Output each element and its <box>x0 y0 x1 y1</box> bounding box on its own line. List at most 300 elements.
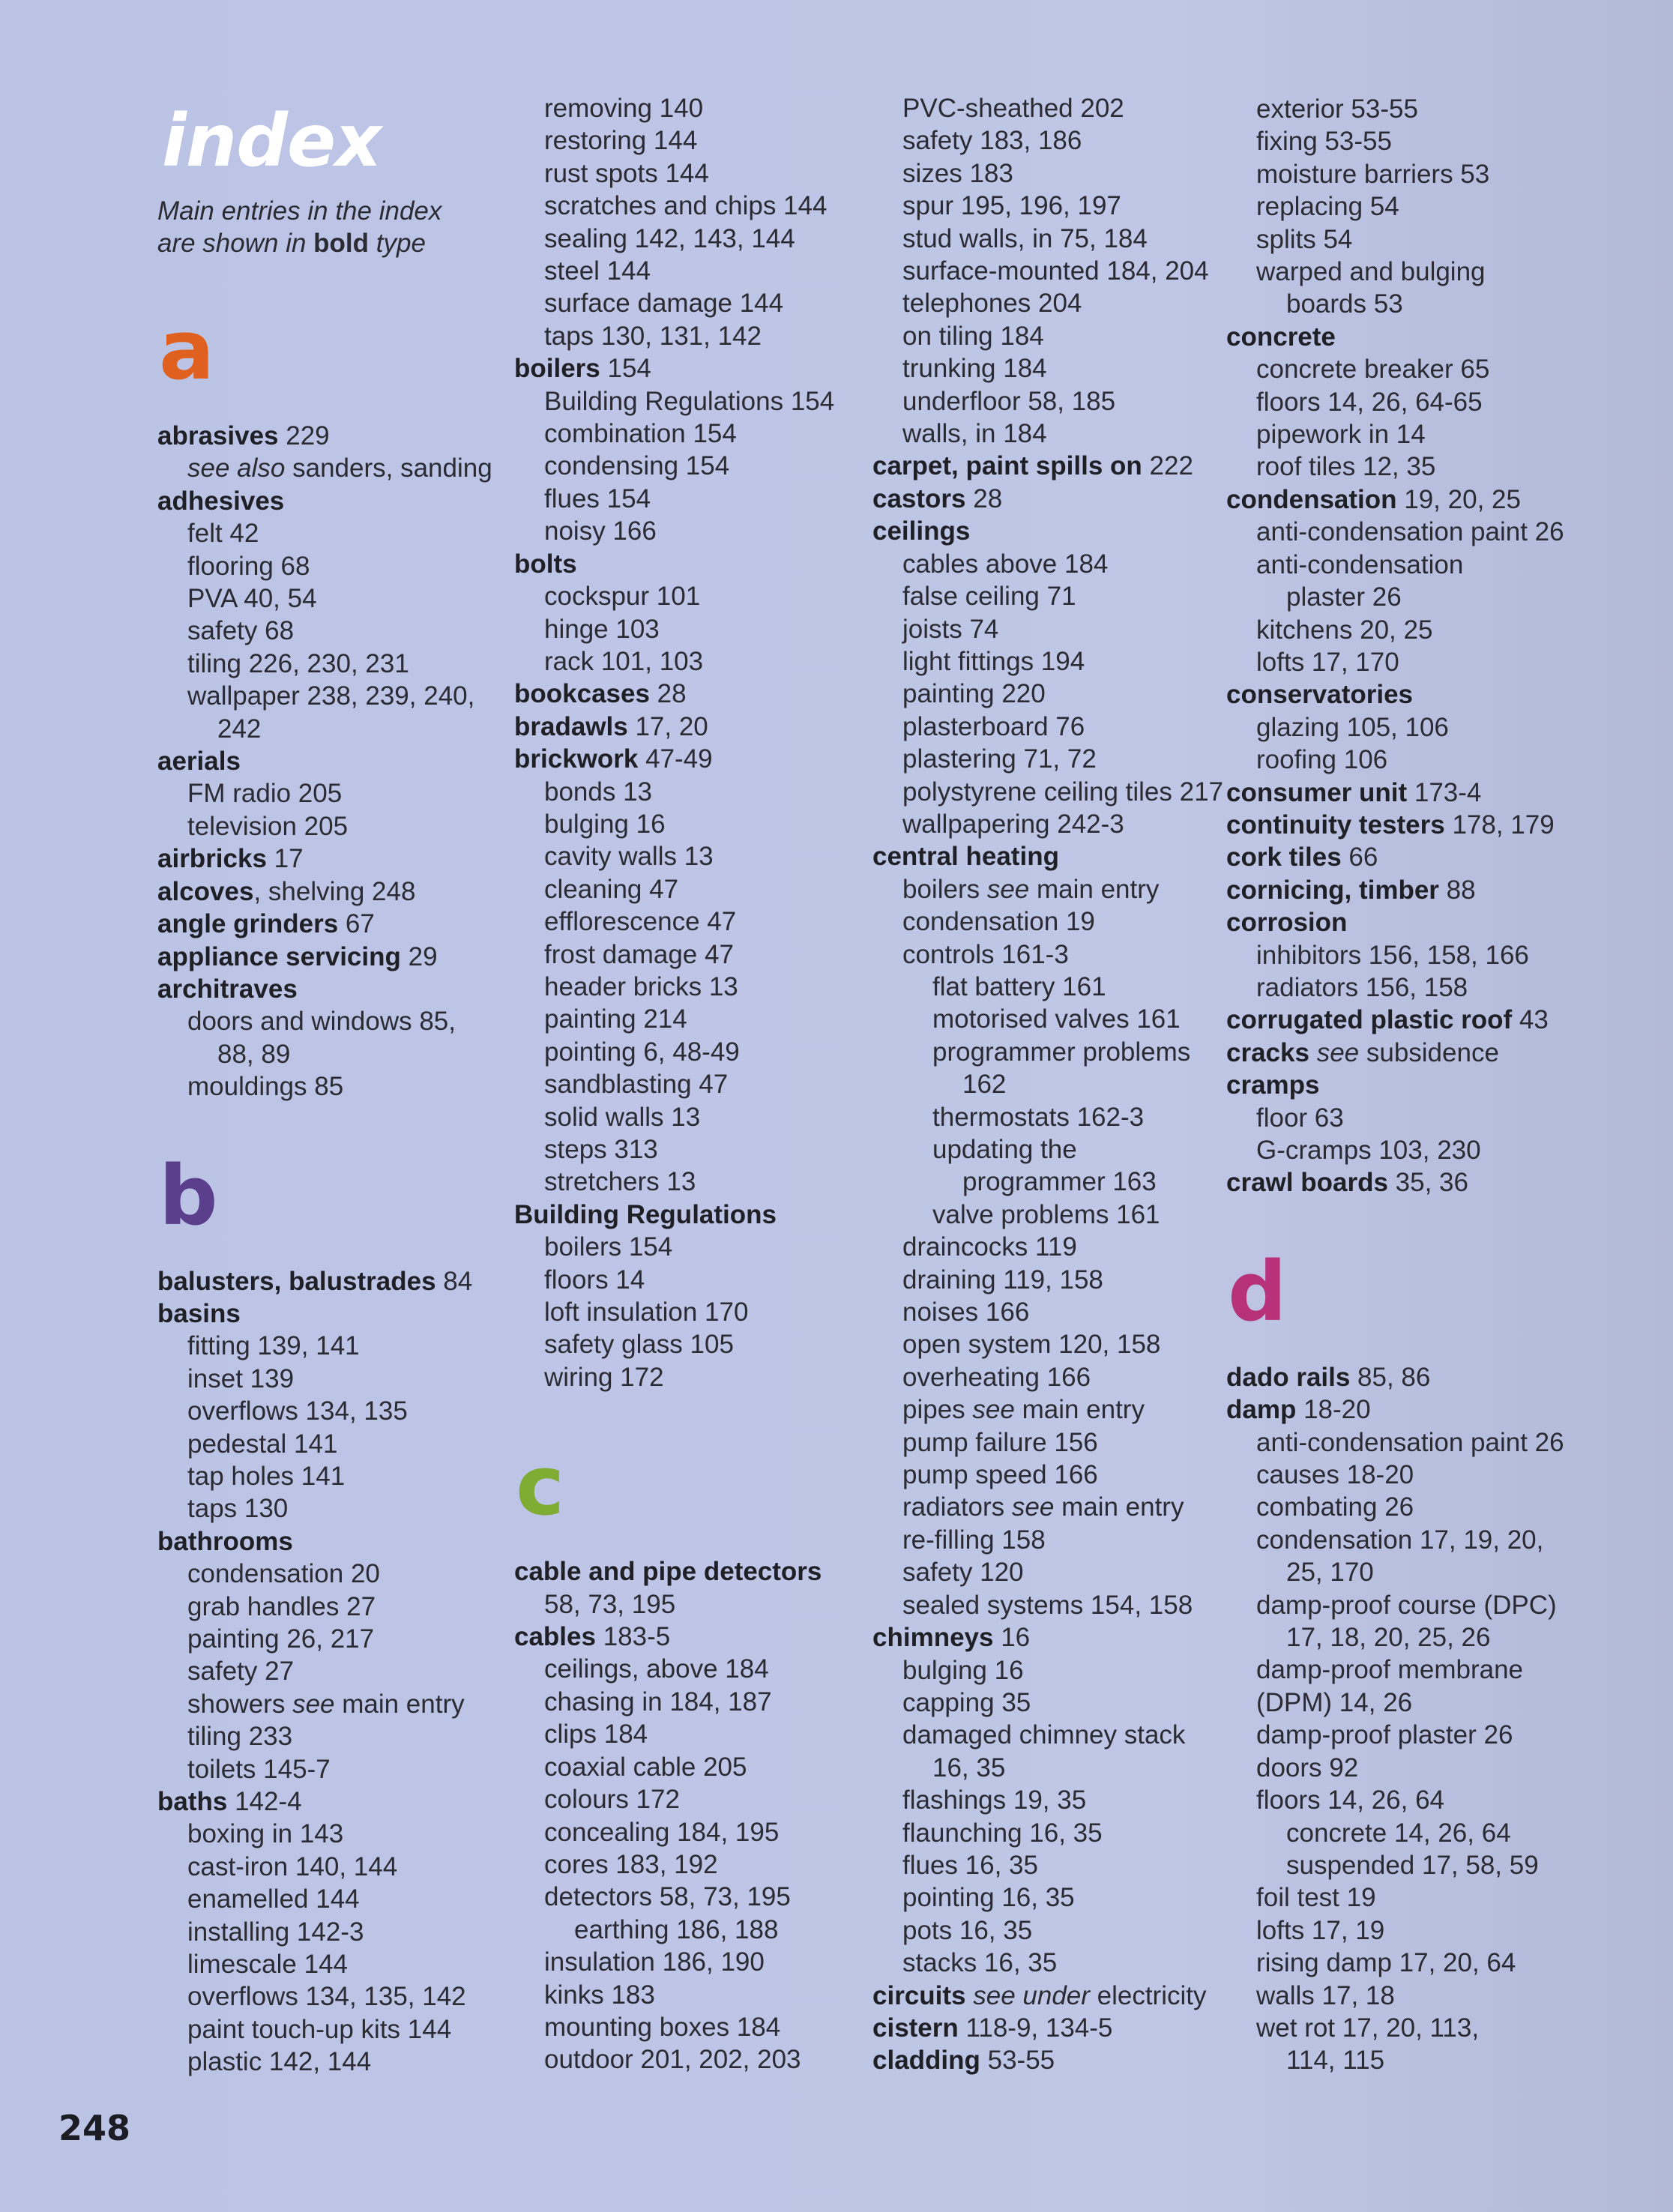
index-sub-entry <box>157 1492 510 1525</box>
entry-term-bold: castors <box>872 483 966 513</box>
index-main-entry <box>157 876 510 908</box>
entry-text: boxing in 143 <box>187 1819 344 1849</box>
entry-term-bold: abrasives <box>157 421 279 450</box>
entry-text: pedestal 141 <box>187 1429 338 1459</box>
index-sub-entry <box>872 1556 1225 1588</box>
index-sub-entry <box>514 1816 866 1848</box>
index-sub-entry <box>872 124 1225 157</box>
index-sub-entry <box>872 1133 1225 1166</box>
index-main-entry <box>1226 841 1579 873</box>
entry-text: bulging 16 <box>544 809 666 839</box>
index-sub-entry <box>1226 386 1579 418</box>
index-sub-entry <box>1226 223 1579 256</box>
index-main-entry <box>1226 1361 1579 1393</box>
entry-text: tiling 226, 230, 231 <box>187 648 409 678</box>
index-sub-entry <box>872 776 1225 808</box>
entry-text: 35, 36 <box>1387 1168 1468 1198</box>
entry-text: main entry <box>1054 1492 1184 1522</box>
index-sub-entry <box>157 1720 510 1753</box>
index-column-2 <box>514 92 866 2076</box>
entry-text: 29 <box>400 941 438 971</box>
index-sub-entry <box>514 483 866 515</box>
index-sub-entry <box>157 1395 510 1427</box>
entry-text: combination 154 <box>544 419 737 449</box>
entry-text <box>1309 1038 1317 1067</box>
entry-text: inhibitors 156, 158, 166 <box>1256 940 1529 970</box>
index-sub-entry <box>514 1068 866 1100</box>
index-sub-entry <box>514 1361 866 1393</box>
entry-term-bold: corrugated plastic roof <box>1226 1005 1513 1035</box>
entry-text: stretchers 13 <box>544 1167 696 1197</box>
entry-term-bold: carpet, paint spills on <box>872 451 1142 481</box>
index-sub-entry <box>1226 1817 1579 1849</box>
index-sub-entry <box>514 971 866 1003</box>
entry-text: plastic 142, 144 <box>187 2047 372 2077</box>
entry-text: re-filling 158 <box>902 1525 1046 1555</box>
entry-text: 18-20 <box>1296 1395 1371 1425</box>
entry-text: (DPM) 14, 26 <box>1256 1687 1413 1717</box>
index-sub-entry <box>514 1133 866 1166</box>
entry-text: 178, 179 <box>1444 810 1555 840</box>
entry-text: on tiling 184 <box>902 321 1044 351</box>
entry-text: warped and bulging <box>1256 257 1486 287</box>
entry-text: rust spots 144 <box>544 158 709 188</box>
entry-term-bold: cables <box>514 1622 596 1652</box>
entry-term-bold: Building Regulations <box>514 1199 777 1229</box>
index-sub-entry <box>157 810 510 843</box>
entry-text: chasing in 184, 187 <box>544 1687 772 1717</box>
entry-text: programmer 163 <box>962 1167 1157 1197</box>
index-main-entry <box>1226 678 1579 711</box>
index-sub-entry <box>1226 418 1579 450</box>
entry-see-italic: see also <box>187 453 286 483</box>
entry-text: colours 172 <box>544 1785 680 1815</box>
entry-text: cast-iron 140, 144 <box>187 1851 398 1881</box>
subtitle-line-2 <box>157 227 510 259</box>
index-column-3 <box>872 92 1225 2077</box>
entry-text: painting 214 <box>544 1004 687 1034</box>
entry-text: damp-proof plaster 26 <box>1256 1720 1513 1750</box>
index-main-entry <box>514 1199 866 1231</box>
index-sub-entry <box>514 1751 866 1783</box>
index-sub-entry <box>157 517 510 549</box>
index-sub-entry <box>1226 1784 1579 1816</box>
entry-text: stacks 16, 35 <box>902 1948 1058 1978</box>
index-sub-entry <box>872 1036 1225 1068</box>
index-sub-entry <box>514 1881 866 1913</box>
entry-text: cores 183, 192 <box>544 1849 718 1879</box>
index-sub-entry <box>872 287 1225 319</box>
entry-text: floors 14 <box>544 1265 645 1295</box>
index-sub-entry <box>1226 939 1579 971</box>
index-sub-entry <box>1226 190 1579 223</box>
entry-text: foil test 19 <box>1256 1883 1376 1913</box>
entry-text: 114, 115 <box>1286 2046 1385 2076</box>
index-main-entry <box>1226 906 1579 938</box>
entry-text: roofing 106 <box>1256 745 1388 775</box>
entry-text: joists 74 <box>902 614 999 644</box>
index-sub-entry <box>514 1653 866 1685</box>
entry-text: condensing 154 <box>544 451 730 481</box>
entry-text: damaged chimney stack <box>902 1720 1186 1750</box>
entry-term-bold: baths <box>157 1787 228 1817</box>
entry-text: 154 <box>600 354 651 384</box>
index-sub-entry <box>1226 1556 1579 1588</box>
entry-term-bold: bathrooms <box>157 1526 293 1556</box>
index-sub-entry <box>1226 1459 1579 1491</box>
entry-text: overflows 134, 135 <box>187 1396 408 1426</box>
index-sub-entry <box>872 548 1225 580</box>
index-sub-entry <box>514 776 866 808</box>
index-sub-entry <box>872 352 1225 385</box>
index-sub-entry <box>514 1264 866 1296</box>
index-sub-entry <box>514 1036 866 1068</box>
index-sub-entry <box>514 1718 866 1750</box>
entry-text: combating 26 <box>1256 1492 1414 1522</box>
index-sub-entry <box>514 2043 866 2076</box>
index-main-entry <box>872 1980 1225 2012</box>
index-sub-entry <box>872 1491 1225 1523</box>
index-sub-entry <box>514 515 866 547</box>
entry-text: flues 154 <box>544 483 651 513</box>
entry-text: restoring 144 <box>544 126 698 156</box>
index-sub-entry <box>157 1038 510 1070</box>
entry-text: 67 <box>338 909 375 939</box>
index-sub-entry <box>872 580 1225 612</box>
index-sub-entry <box>872 1101 1225 1133</box>
subtitle-text: are shown in <box>157 229 314 258</box>
entry-text: pump failure 156 <box>902 1427 1098 1457</box>
column-entries <box>872 92 1225 2077</box>
index-sub-entry <box>514 1166 866 1198</box>
section-gap <box>514 1393 866 1444</box>
index-sub-entry <box>1226 971 1579 1004</box>
entry-text: kinks 183 <box>544 1980 655 2010</box>
entry-text: 242 <box>217 714 262 744</box>
index-main-entry <box>157 485 510 517</box>
entry-text: ceilings, above 184 <box>544 1654 769 1684</box>
entry-text: 58, 73, 195 <box>544 1589 676 1619</box>
entry-term-bold: airbricks <box>157 844 267 874</box>
index-sub-entry <box>514 2011 866 2043</box>
column-entries <box>157 302 510 2079</box>
entry-text: 43 <box>1512 1005 1549 1035</box>
index-sub-entry <box>514 613 866 645</box>
index-sub-entry <box>872 1003 1225 1035</box>
entry-text: earthing 186, 188 <box>574 1914 779 1944</box>
index-sub-entry <box>514 938 866 971</box>
entry-text: radiators <box>902 1492 1012 1522</box>
index-sub-entry <box>872 255 1225 287</box>
entry-see-italic: see under <box>973 1980 1090 2010</box>
index-sub-entry <box>872 1459 1225 1491</box>
section-letter-b: b <box>159 1147 218 1244</box>
index-sub-entry <box>1226 1491 1579 1523</box>
index-sub-entry <box>157 777 510 810</box>
index-sub-entry <box>872 873 1225 905</box>
entry-text: replacing 54 <box>1256 192 1399 222</box>
entry-text: tap holes 141 <box>187 1461 346 1491</box>
index-sub-entry <box>157 1655 510 1687</box>
entry-text: PVA 40, 54 <box>187 584 317 614</box>
entry-text: 222 <box>1142 451 1193 481</box>
index-sub-entry <box>514 580 866 612</box>
index-sub-entry <box>514 418 866 450</box>
index-sub-entry <box>157 713 510 745</box>
index-sub-entry <box>1226 288 1579 320</box>
index-main-entry <box>514 711 866 743</box>
entry-text: 142-4 <box>227 1787 302 1817</box>
entry-text: main entry <box>334 1689 465 1719</box>
index-sub-entry <box>872 711 1225 743</box>
entry-text: television 205 <box>187 811 349 841</box>
index-sub-entry <box>514 645 866 678</box>
entry-text: safety 120 <box>902 1558 1024 1588</box>
index-sub-entry <box>157 1558 510 1590</box>
index-sub-entry <box>1226 93 1579 125</box>
index-sub-entry <box>1226 1752 1579 1784</box>
entry-term-bold: concrete <box>1226 322 1336 352</box>
entry-term-bold: cracks <box>1226 1037 1309 1067</box>
entry-text: taps 130, 131, 142 <box>544 321 762 351</box>
entry-text: plasterboard 76 <box>902 711 1085 741</box>
entry-text: safety glass 105 <box>544 1330 734 1360</box>
entry-text: bonds 13 <box>544 777 653 807</box>
index-main-entry <box>514 743 866 775</box>
index-sub-entry <box>157 1330 510 1362</box>
index-sub-entry <box>157 1980 510 2013</box>
entry-text: 173-4 <box>1407 777 1482 807</box>
index-sub-entry <box>514 1914 866 1946</box>
section-gap <box>1226 1199 1579 1250</box>
entry-text: 53-55 <box>980 2046 1055 2076</box>
index-sub-entry <box>1226 1134 1579 1166</box>
entry-text: 118-9, 134-5 <box>958 2013 1113 2043</box>
index-main-entry <box>1226 1037 1579 1069</box>
entry-term-bold: bolts <box>514 549 577 579</box>
index-sub-entry <box>1226 1654 1579 1686</box>
entry-term-bold: damp <box>1226 1395 1297 1425</box>
entry-text: safety 27 <box>187 1657 295 1687</box>
entry-text: concrete breaker 65 <box>1256 355 1490 385</box>
index-sub-entry <box>514 905 866 938</box>
entry-text: wallpapering 242-3 <box>902 809 1124 839</box>
entry-text: overheating 166 <box>902 1362 1091 1392</box>
section-letter-d: d <box>1228 1243 1287 1339</box>
index-sub-entry <box>157 1363 510 1395</box>
entry-text: kitchens 20, 25 <box>1256 615 1433 645</box>
index-sub-entry <box>157 2046 510 2078</box>
entry-term-bold: ceilings <box>872 516 971 546</box>
index-sub-entry <box>514 1946 866 1978</box>
entry-see-italic: see <box>972 1395 1015 1425</box>
index-sub-entry <box>514 223 866 255</box>
index-main-entry <box>157 1298 510 1330</box>
entry-text: sealed systems 154, 158 <box>902 1590 1193 1620</box>
entry-text: rising damp 17, 20, 64 <box>1256 1948 1516 1978</box>
index-sub-entry <box>1226 2012 1579 2044</box>
index-sub-entry <box>872 92 1225 124</box>
index-sub-entry <box>872 1752 1225 1784</box>
index-main-entry <box>157 973 510 1005</box>
index-sub-entry <box>1226 1102 1579 1134</box>
entry-text: flashings 19, 35 <box>902 1785 1087 1815</box>
entry-text: loft insulation 170 <box>544 1298 749 1327</box>
entry-text: steel 144 <box>544 256 651 286</box>
entry-term-bold: cable and pipe detectors <box>514 1557 822 1587</box>
entry-text: overflows 134, 135, 142 <box>187 1982 466 2012</box>
index-sub-entry <box>1226 581 1579 613</box>
entry-text: solid walls 13 <box>544 1102 701 1132</box>
entry-text: controls 161-3 <box>902 939 1069 969</box>
index-sub-entry <box>514 385 866 418</box>
entry-text: cables above 184 <box>902 549 1109 579</box>
index-subtitle <box>157 195 510 259</box>
entry-text: 28 <box>965 483 1003 513</box>
entry-text: detectors 58, 73, 195 <box>544 1882 791 1912</box>
entry-text: suspended 17, 58, 59 <box>1286 1850 1539 1880</box>
index-sub-entry <box>872 1524 1225 1556</box>
entry-text: false ceiling 71 <box>902 582 1076 612</box>
entry-text: cavity walls 13 <box>544 842 714 872</box>
entry-term-bold: continuity testers <box>1226 810 1445 840</box>
section-gap <box>157 1103 510 1154</box>
index-sub-entry <box>157 582 510 615</box>
subtitle-text-end: type <box>369 229 426 258</box>
entry-text: coaxial cable 205 <box>544 1752 747 1782</box>
entry-text: scratches and chips 144 <box>544 191 828 221</box>
index-sub-entry <box>1226 1849 1579 1881</box>
section-letter-a: a <box>159 302 215 398</box>
index-sub-entry <box>872 905 1225 938</box>
subtitle-line-1: Main entries in the index <box>157 196 442 226</box>
entry-text: draincocks 119 <box>902 1232 1077 1262</box>
entry-text: flues 16, 35 <box>902 1850 1038 1880</box>
index-column-1 <box>157 99 510 2079</box>
index-sub-entry <box>514 1231 866 1263</box>
entry-text: roof tiles 12, 35 <box>1256 452 1436 482</box>
index-sub-entry <box>1226 516 1579 548</box>
index-sub-entry <box>872 938 1225 971</box>
entry-term-bold: corrosion <box>1226 908 1348 938</box>
index-sub-entry <box>1226 158 1579 190</box>
entry-text: exterior 53-55 <box>1256 94 1418 124</box>
entry-text: concrete 14, 26, 64 <box>1286 1818 1511 1848</box>
index-sub-entry <box>514 840 866 873</box>
index-sub-entry <box>872 1589 1225 1621</box>
index-main-entry <box>1226 777 1579 809</box>
entry-text: toilets 145-7 <box>187 1754 331 1784</box>
entry-term-bold: dado rails <box>1226 1362 1351 1392</box>
entry-text: 85, 86 <box>1350 1362 1431 1392</box>
index-sub-entry <box>1226 1589 1579 1621</box>
index-sub-entry <box>872 320 1225 352</box>
index-main-entry <box>157 1525 510 1558</box>
index-main-entry <box>1226 1004 1579 1036</box>
entry-term-bold: aerials <box>157 747 241 777</box>
index-sub-entry <box>157 648 510 680</box>
entry-text: removing 140 <box>544 94 704 123</box>
entry-text: 88 <box>1438 875 1476 905</box>
index-sub-entry <box>872 1166 1225 1198</box>
entry-text: floor 63 <box>1256 1103 1344 1133</box>
index-sub-entry <box>872 1361 1225 1393</box>
index-sub-entry <box>157 1688 510 1720</box>
index-sub-entry <box>872 1881 1225 1914</box>
entry-term-bold: boilers <box>514 354 600 384</box>
index-main-entry <box>872 515 1225 547</box>
index-sub-entry <box>157 1851 510 1883</box>
index-sub-entry <box>157 1916 510 1948</box>
index-sub-entry <box>872 190 1225 222</box>
index-sub-entry <box>1226 125 1579 157</box>
entry-term-bold: bradawls <box>514 711 628 741</box>
entry-text: safety 68 <box>187 616 295 646</box>
entry-text: wet rot 17, 20, 113, <box>1256 2013 1480 2043</box>
entry-text: updating the <box>932 1135 1077 1164</box>
entry-term-bold: brickwork <box>514 744 639 774</box>
entry-text: cockspur 101 <box>544 582 701 612</box>
index-main-entry <box>1226 809 1579 841</box>
index-sub-entry <box>157 452 510 484</box>
entry-text: valve problems 161 <box>932 1199 1160 1229</box>
index-main-entry <box>872 840 1225 873</box>
index-main-entry <box>157 1785 510 1818</box>
index-sub-entry <box>157 550 510 582</box>
entry-text: doors and windows 85, <box>187 1007 456 1037</box>
entry-term-bold: cistern <box>872 2013 959 2043</box>
entry-term-bold: adhesives <box>157 486 285 516</box>
entry-term-bold: bookcases <box>514 679 650 709</box>
index-main-entry <box>514 352 866 385</box>
entry-term-bold: basins <box>157 1298 241 1328</box>
entry-text: anti-condensation <box>1256 549 1464 579</box>
index-sub-entry <box>1226 1914 1579 1947</box>
entry-text: noises 166 <box>902 1298 1030 1327</box>
entry-term-bold: architraves <box>157 974 298 1004</box>
index-sub-entry <box>872 1947 1225 1979</box>
entry-text: moisture barriers 53 <box>1256 159 1490 189</box>
index-sub-entry <box>157 1883 510 1915</box>
entry-text: plaster 26 <box>1286 582 1402 612</box>
index-sub-entry <box>872 157 1225 190</box>
index-sub-entry <box>514 808 866 840</box>
index-sub-entry <box>514 873 866 905</box>
index-sub-entry <box>157 615 510 647</box>
index-sub-entry <box>157 680 510 712</box>
index-sub-entry <box>872 1328 1225 1360</box>
entry-text: trunking 184 <box>902 354 1047 384</box>
entry-text: enamelled 144 <box>187 1884 360 1914</box>
index-sub-entry <box>514 92 866 124</box>
index-sub-entry <box>872 808 1225 840</box>
entry-text: splits 54 <box>1256 224 1353 254</box>
entry-text: limescale 144 <box>187 1950 348 1980</box>
index-main-entry <box>514 548 866 580</box>
index-sub-entry <box>514 1328 866 1360</box>
entry-text: pipework in 14 <box>1256 420 1426 450</box>
index-main-entry <box>1226 1393 1579 1426</box>
entry-term-bold: conservatories <box>1226 680 1414 710</box>
entry-text: flooring 68 <box>187 551 310 581</box>
entry-text: lofts 17, 170 <box>1256 647 1399 677</box>
index-main-entry <box>872 450 1225 482</box>
entry-text: paint touch-up kits 144 <box>187 2014 452 2044</box>
index-sub-entry <box>514 255 866 287</box>
entry-text: damp-proof course (DPC) <box>1256 1590 1557 1620</box>
index-sub-entry <box>157 1948 510 1980</box>
index-sub-entry <box>514 1588 866 1621</box>
